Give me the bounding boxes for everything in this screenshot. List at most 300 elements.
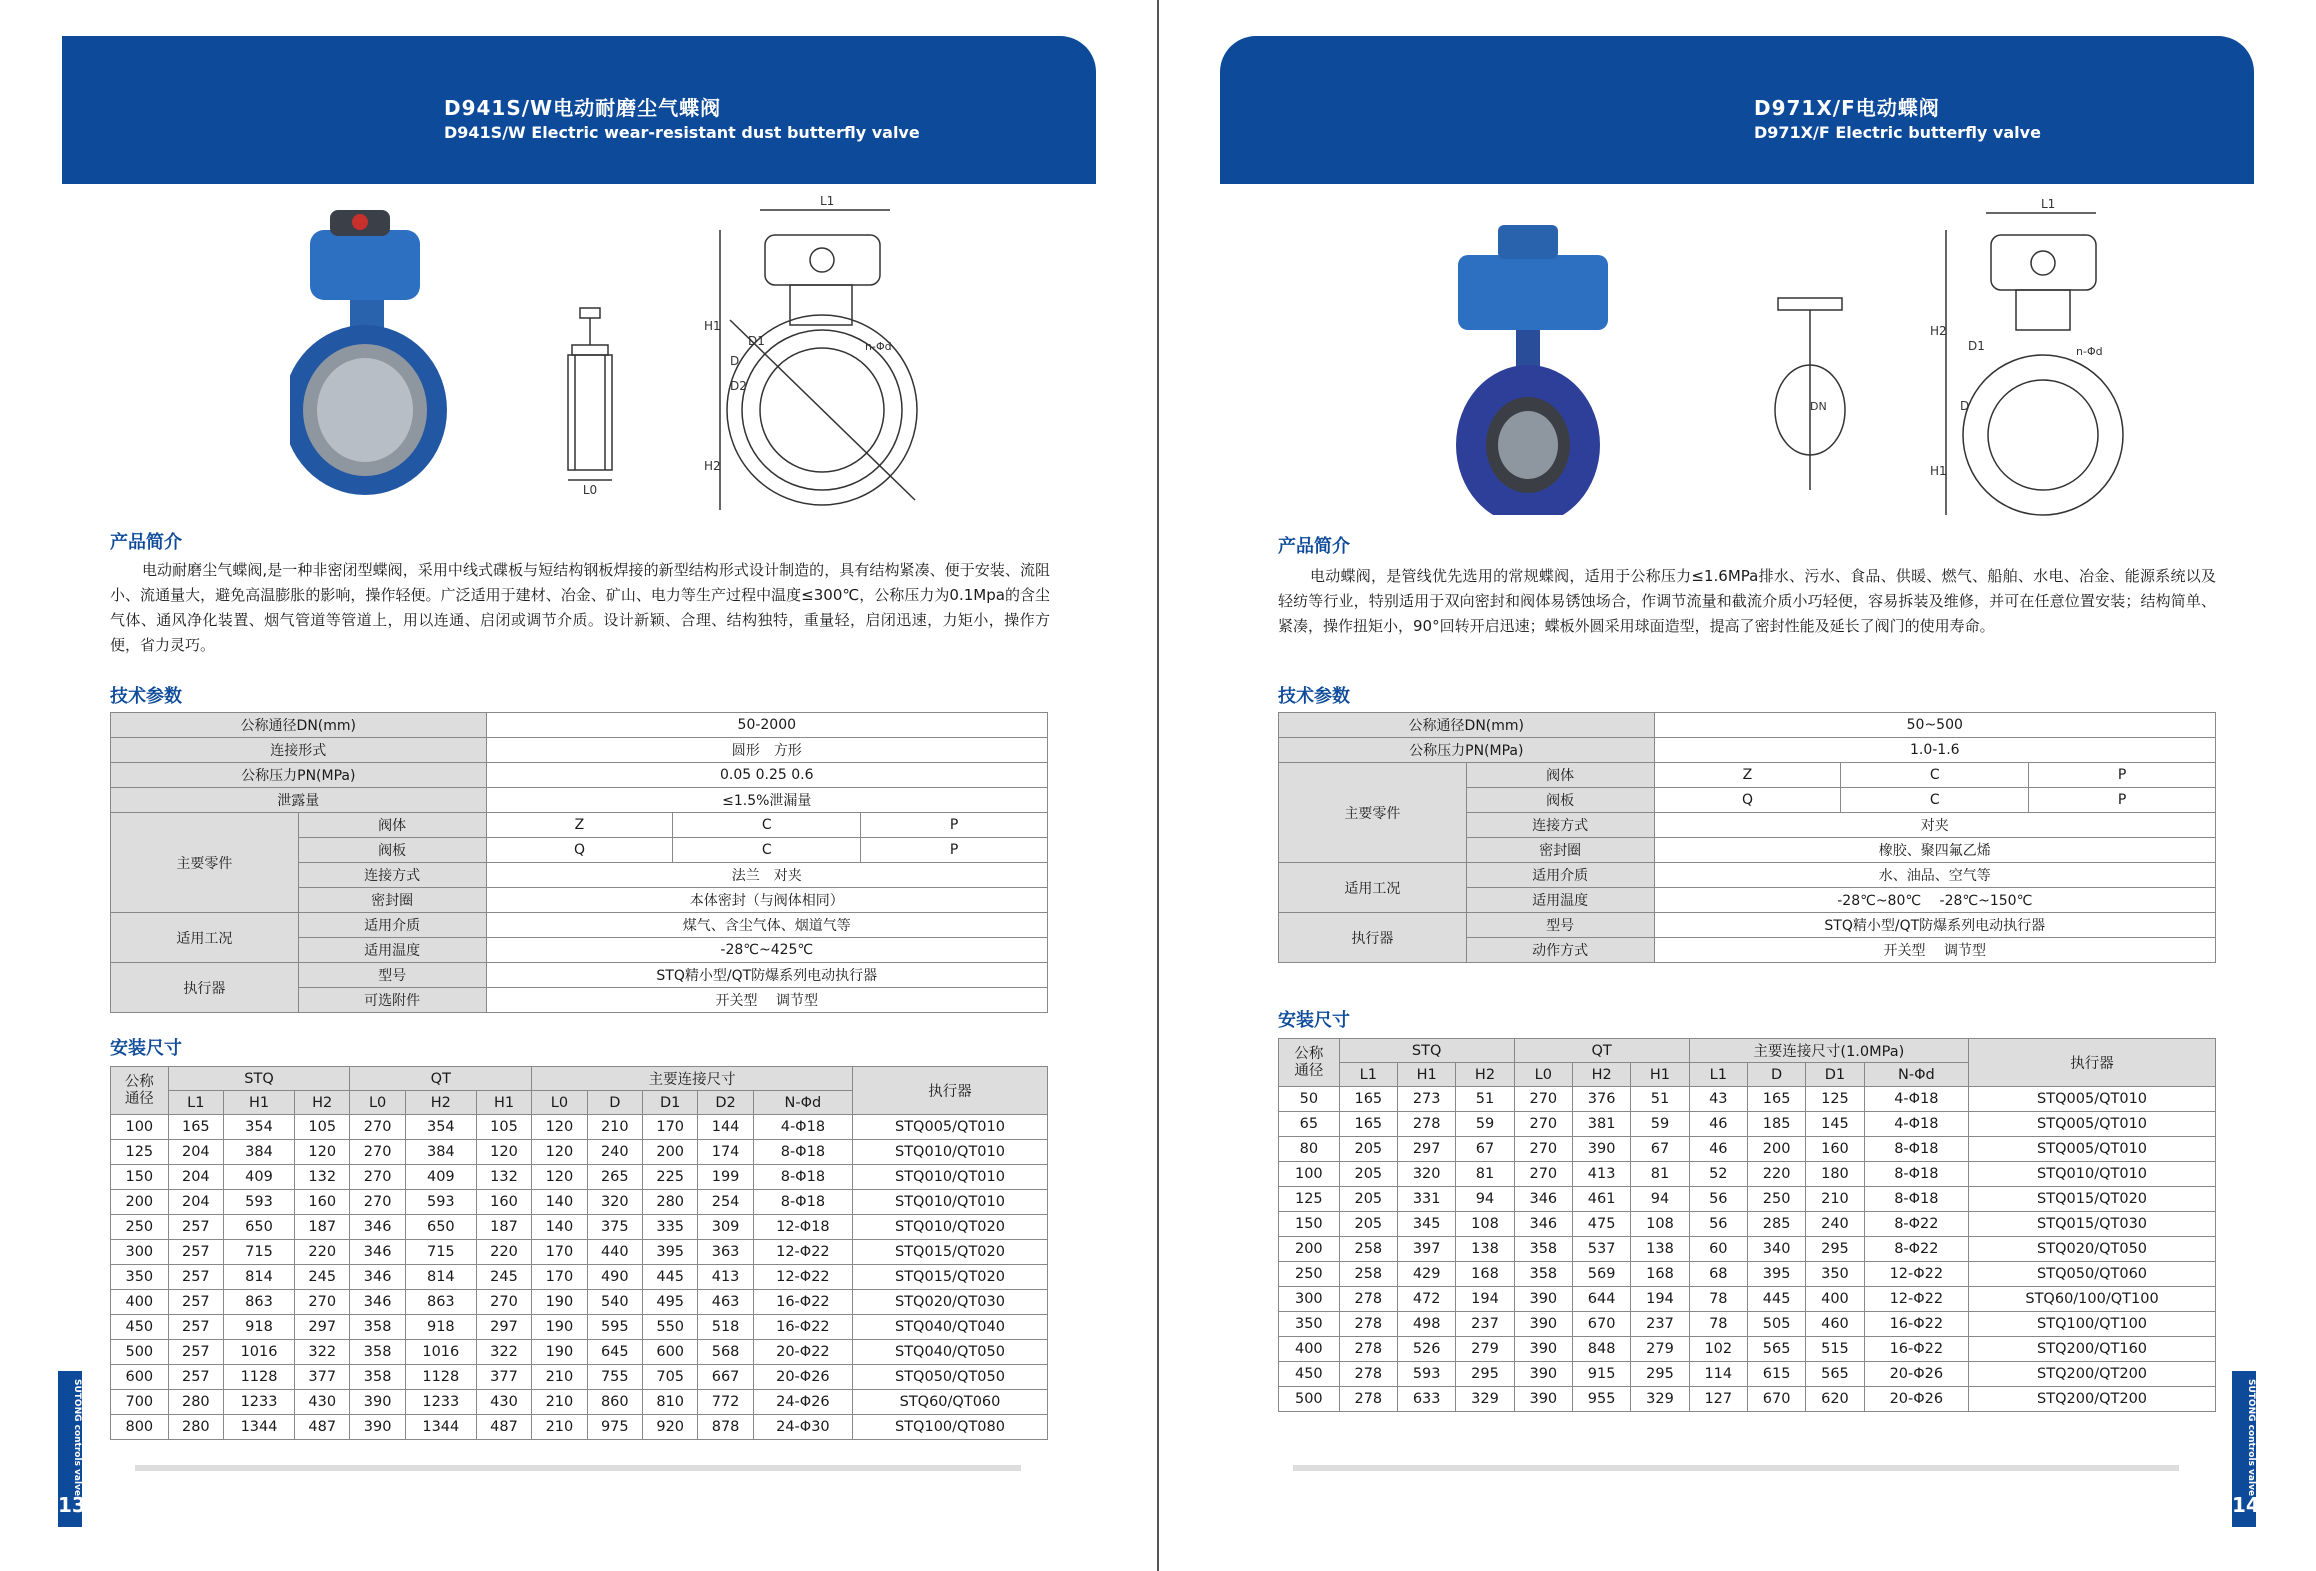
left-tab-brand: SUTONG controls valve: [72, 1379, 82, 1497]
table-cell: 257: [168, 1315, 223, 1340]
param-group-label: 主要零件: [111, 813, 299, 913]
table-cell: 24-Φ30: [753, 1415, 852, 1440]
table-cell: 358: [350, 1365, 405, 1390]
table-cell: 144: [698, 1115, 753, 1140]
table-cell: 8-Φ18: [1864, 1137, 1968, 1162]
param-label: 连接方式: [298, 863, 486, 888]
table-cell: 445: [643, 1265, 698, 1290]
table-cell: 515: [1806, 1337, 1864, 1362]
table-cell: 270: [350, 1115, 405, 1140]
right-label-nd: n-Φd: [2076, 345, 2103, 358]
dims-col-header: H2: [405, 1091, 476, 1115]
table-cell: 102: [1689, 1337, 1747, 1362]
table-cell: 50: [1279, 1087, 1340, 1112]
table-cell: 670: [1572, 1312, 1630, 1337]
table-cell: 490: [587, 1265, 642, 1290]
table-cell: 295: [1631, 1362, 1689, 1387]
table-cell: 81: [1631, 1162, 1689, 1187]
table-cell: 354: [224, 1115, 295, 1140]
table-cell: 8-Φ22: [1864, 1212, 1968, 1237]
table-cell: 413: [698, 1265, 753, 1290]
right-label-h2: H2: [1930, 324, 1947, 338]
table-cell: 633: [1398, 1387, 1456, 1412]
param-group-label: 主要零件: [1279, 763, 1467, 863]
table-cell: 395: [1747, 1262, 1805, 1287]
right-page: [1158, 0, 2316, 1571]
table-cell: 16-Φ22: [1864, 1337, 1968, 1362]
right-label-d: D: [1960, 399, 1970, 413]
param-label: 阀体: [1466, 763, 1654, 788]
table-cell: 1128: [405, 1365, 476, 1390]
table-cell: 400: [1279, 1337, 1340, 1362]
table-cell: 278: [1398, 1112, 1456, 1137]
table-cell: 270: [1514, 1112, 1572, 1137]
table-cell: 225: [643, 1165, 698, 1190]
table-cell: 270: [1514, 1162, 1572, 1187]
table-cell: 120: [532, 1165, 587, 1190]
table-cell: 537: [1572, 1237, 1630, 1262]
table-cell: STQ050/QT060: [1969, 1262, 2216, 1287]
table-cell: 258: [1339, 1237, 1397, 1262]
left-label-d: D: [730, 354, 740, 368]
table-cell: 331: [1398, 1187, 1456, 1212]
table-cell: 540: [587, 1290, 642, 1315]
table-cell: 565: [1806, 1362, 1864, 1387]
right-label-dn: DN: [1810, 400, 1827, 413]
dims-head-act: 执行器: [1969, 1039, 2216, 1087]
table-cell: 295: [1806, 1237, 1864, 1262]
left-label-nd: n-Φd: [865, 340, 892, 353]
table-row: [1279, 1187, 2216, 1212]
table-cell: STQ020/QT030: [853, 1290, 1048, 1315]
table-cell: 280: [643, 1190, 698, 1215]
left-label-d2: D2: [730, 379, 747, 393]
param-value: Z: [1654, 763, 1841, 788]
table-cell: 715: [405, 1240, 476, 1265]
right-page-tab: [2232, 1371, 2260, 1527]
table-cell: 800: [111, 1415, 169, 1440]
table-cell: 863: [405, 1290, 476, 1315]
table-cell: 377: [476, 1365, 531, 1390]
param-value: P: [2029, 788, 2216, 813]
table-cell: 918: [405, 1315, 476, 1340]
table-cell: 569: [1572, 1262, 1630, 1287]
table-cell: 1016: [405, 1340, 476, 1365]
table-cell: 160: [476, 1190, 531, 1215]
table-cell: 285: [1747, 1212, 1805, 1237]
table-cell: STQ005/QT010: [1969, 1112, 2216, 1137]
table-cell: 878: [698, 1415, 753, 1440]
table-cell: 270: [1514, 1087, 1572, 1112]
table-row: [1279, 1387, 2216, 1412]
table-cell: 8-Φ18: [753, 1165, 852, 1190]
table-cell: STQ010/QT010: [853, 1140, 1048, 1165]
param-value: 0.05 0.25 0.6: [486, 763, 1047, 788]
param-label: 阀体: [298, 813, 486, 838]
table-cell: 358: [1514, 1262, 1572, 1287]
param-group-label: 适用工况: [111, 913, 299, 963]
table-cell: 165: [1339, 1087, 1397, 1112]
param-value: 50~500: [1654, 713, 2215, 738]
table-cell: STQ010/QT010: [1969, 1162, 2216, 1187]
table-cell: 346: [1514, 1212, 1572, 1237]
table-cell: 245: [476, 1265, 531, 1290]
table-cell: 487: [295, 1415, 350, 1440]
table-cell: 772: [698, 1390, 753, 1415]
param-value: C: [673, 838, 861, 863]
table-cell: 165: [168, 1115, 223, 1140]
table-cell: 160: [1806, 1137, 1864, 1162]
table-cell: 463: [698, 1290, 753, 1315]
table-cell: 210: [587, 1115, 642, 1140]
table-cell: 125: [111, 1140, 169, 1165]
right-label-h1: H1: [1930, 464, 1947, 478]
table-cell: 94: [1631, 1187, 1689, 1212]
table-cell: 4-Φ18: [1864, 1112, 1968, 1137]
table-cell: 350: [1279, 1312, 1340, 1337]
param-value: Z: [486, 813, 673, 838]
table-cell: 220: [476, 1240, 531, 1265]
right-label-l1: L1: [2041, 197, 2056, 211]
table-cell: 125: [1279, 1187, 1340, 1212]
table-cell: 270: [476, 1290, 531, 1315]
table-cell: 814: [405, 1265, 476, 1290]
left-footer-line: [135, 1465, 1021, 1471]
table-cell: 8-Φ18: [1864, 1187, 1968, 1212]
left-label-h1: H1: [704, 319, 721, 333]
dims-head-main: 主要连接尺寸: [532, 1067, 853, 1091]
table-cell: 955: [1572, 1387, 1630, 1412]
table-cell: 280: [168, 1390, 223, 1415]
table-cell: 199: [698, 1165, 753, 1190]
table-cell: STQ040/QT050: [853, 1340, 1048, 1365]
param-value: Q: [486, 838, 673, 863]
table-cell: 100: [111, 1115, 169, 1140]
table-cell: 297: [476, 1315, 531, 1340]
dims-col-header: L1: [168, 1091, 223, 1115]
table-cell: 204: [168, 1190, 223, 1215]
table-cell: 237: [1631, 1312, 1689, 1337]
table-cell: 16-Φ22: [753, 1315, 852, 1340]
table-cell: 138: [1631, 1237, 1689, 1262]
table-cell: 138: [1456, 1237, 1514, 1262]
table-cell: 8-Φ18: [1864, 1162, 1968, 1187]
table-row: [1279, 1137, 2216, 1162]
dims-col-header: L0: [1514, 1063, 1572, 1087]
table-cell: 140: [532, 1215, 587, 1240]
param-value: 对夹: [1654, 813, 2215, 838]
dims-head-dn: 公称 通径: [111, 1067, 169, 1115]
table-cell: 67: [1456, 1137, 1514, 1162]
table-cell: 51: [1456, 1087, 1514, 1112]
param-value: P: [861, 838, 1048, 863]
param-value: 法兰 对夹: [486, 863, 1047, 888]
table-cell: 12-Φ22: [753, 1265, 852, 1290]
table-cell: 257: [168, 1215, 223, 1240]
table-cell: 487: [476, 1415, 531, 1440]
table-cell: 105: [295, 1115, 350, 1140]
right-intro-text: 电动蝶阀，是管线优先选用的常规蝶阀，适用于公称压力≤1.6MPa排水、污水、食品、供暖、燃气、船舶、水电、冶金、能源系统以及轻纺等行业，特别适用于双向密封和阀体易锈蚀场合，作调节流量和截流介质小巧轻便，容易拆装及维修，并可在任意位置安装；结构简单、紧凑，操作扭矩小，90°回转开启迅速；蝶板外圆采用球面造型，提高了密封性能及延长了阀门的使用寿命。: [1278, 567, 2216, 635]
table-cell: 429: [1398, 1262, 1456, 1287]
table-cell: 430: [295, 1390, 350, 1415]
param-value: STQ精小型/QT防爆系列电动执行器: [486, 963, 1047, 988]
table-cell: 278: [1339, 1387, 1397, 1412]
table-cell: 498: [1398, 1312, 1456, 1337]
table-cell: 445: [1747, 1287, 1805, 1312]
param-group-label: 执行器: [111, 963, 299, 1013]
table-cell: STQ200/QT200: [1969, 1362, 2216, 1387]
table-cell: 270: [1514, 1137, 1572, 1162]
table-cell: STQ015/QT020: [1969, 1187, 2216, 1212]
param-value: 1.0-1.6: [1654, 738, 2215, 763]
right-dims-heading: 安装尺寸: [1278, 1010, 1350, 1031]
table-cell: 168: [1456, 1262, 1514, 1287]
table-row: [1279, 1262, 2216, 1287]
table-cell: 1344: [224, 1415, 295, 1440]
table-cell: 120: [476, 1140, 531, 1165]
right-title-en: D971X/F Electric butterfly valve: [1754, 123, 2041, 142]
dims-col-header: D: [1747, 1063, 1805, 1087]
param-value: 本体密封（与阀体相同）: [486, 888, 1047, 913]
table-cell: 56: [1689, 1212, 1747, 1237]
left-intro-heading: 产品简介: [110, 532, 182, 553]
table-cell: STQ010/QT010: [853, 1165, 1048, 1190]
table-cell: 150: [1279, 1212, 1340, 1237]
table-cell: 400: [1806, 1287, 1864, 1312]
table-cell: 16-Φ22: [753, 1290, 852, 1315]
table-cell: 200: [111, 1190, 169, 1215]
left-page-tab: [58, 1371, 86, 1527]
table-row: [111, 1265, 1048, 1290]
dims-col-header: N-Φd: [1864, 1063, 1968, 1087]
table-cell: 187: [295, 1215, 350, 1240]
param-value: Q: [1654, 788, 1841, 813]
dims-col-header: L1: [1689, 1063, 1747, 1087]
table-cell: 384: [224, 1140, 295, 1165]
param-value: 开关型 调节型: [486, 988, 1047, 1013]
table-cell: 205: [1339, 1162, 1397, 1187]
dims-head-qt: QT: [350, 1067, 532, 1091]
param-value: 圆形 方形: [486, 738, 1047, 763]
table-cell: 320: [1398, 1162, 1456, 1187]
param-value: 煤气、含尘气体、烟道气等: [486, 913, 1047, 938]
dims-col-header: H1: [1398, 1063, 1456, 1087]
table-cell: 350: [1806, 1262, 1864, 1287]
param-value: 50-2000: [486, 713, 1047, 738]
table-cell: 132: [295, 1165, 350, 1190]
table-cell: 358: [350, 1315, 405, 1340]
table-cell: 200: [643, 1140, 698, 1165]
table-cell: 254: [698, 1190, 753, 1215]
table-cell: 358: [350, 1340, 405, 1365]
param-label: 可选附件: [298, 988, 486, 1013]
table-cell: 1128: [224, 1365, 295, 1390]
table-cell: 210: [532, 1365, 587, 1390]
table-cell: 358: [1514, 1237, 1572, 1262]
table-cell: 346: [350, 1215, 405, 1240]
table-cell: 600: [111, 1365, 169, 1390]
table-cell: 705: [643, 1365, 698, 1390]
right-dims-table: [1278, 1038, 2216, 1412]
param-label: 阀板: [298, 838, 486, 863]
table-cell: 279: [1456, 1337, 1514, 1362]
table-cell: 863: [224, 1290, 295, 1315]
table-cell: 20-Φ26: [1864, 1362, 1968, 1387]
dims-col-header: D1: [643, 1091, 698, 1115]
param-label: 公称压力PN(MPa): [111, 763, 487, 788]
table-cell: 205: [1339, 1137, 1397, 1162]
table-cell: STQ010/QT010: [853, 1190, 1048, 1215]
param-label: 适用温度: [298, 938, 486, 963]
table-cell: 1233: [405, 1390, 476, 1415]
dims-head-act: 执行器: [853, 1067, 1048, 1115]
dims-col-header: H2: [1456, 1063, 1514, 1087]
param-label: 公称通径DN(mm): [1279, 713, 1655, 738]
table-cell: STQ100/QT100: [1969, 1312, 2216, 1337]
table-cell: 120: [532, 1115, 587, 1140]
table-cell: 381: [1572, 1112, 1630, 1137]
table-cell: STQ60/100/QT100: [1969, 1287, 2216, 1312]
table-cell: 78: [1689, 1312, 1747, 1337]
table-cell: 700: [111, 1390, 169, 1415]
table-cell: 390: [1572, 1137, 1630, 1162]
param-value: P: [861, 813, 1048, 838]
right-label-d1: D1: [1968, 339, 1985, 353]
table-cell: 120: [532, 1140, 587, 1165]
table-cell: 568: [698, 1340, 753, 1365]
table-cell: 397: [1398, 1237, 1456, 1262]
table-cell: 65: [1279, 1112, 1340, 1137]
table-cell: 384: [405, 1140, 476, 1165]
table-cell: 127: [1689, 1387, 1747, 1412]
dims-head-dn: 公称 通径: [1279, 1039, 1340, 1087]
table-cell: 500: [111, 1340, 169, 1365]
table-cell: 526: [1398, 1337, 1456, 1362]
param-label: 适用介质: [298, 913, 486, 938]
dims-head-main: 主要连接尺寸(1.0MPa): [1689, 1039, 1968, 1063]
table-cell: 108: [1631, 1212, 1689, 1237]
table-cell: 495: [643, 1290, 698, 1315]
table-cell: 295: [1456, 1362, 1514, 1387]
param-label: 适用温度: [1466, 888, 1654, 913]
table-cell: 297: [295, 1315, 350, 1340]
table-cell: 56: [1689, 1187, 1747, 1212]
table-cell: 1344: [405, 1415, 476, 1440]
table-cell: 20-Φ22: [753, 1340, 852, 1365]
table-cell: 8-Φ22: [1864, 1237, 1968, 1262]
table-cell: 52: [1689, 1162, 1747, 1187]
table-cell: 68: [1689, 1262, 1747, 1287]
table-cell: 346: [1514, 1187, 1572, 1212]
table-cell: 390: [1514, 1287, 1572, 1312]
table-cell: STQ040/QT040: [853, 1315, 1048, 1340]
table-cell: 51: [1631, 1087, 1689, 1112]
table-cell: 409: [224, 1165, 295, 1190]
table-row: [111, 1240, 1048, 1265]
table-cell: 350: [111, 1265, 169, 1290]
table-cell: 270: [350, 1140, 405, 1165]
table-row: [111, 1115, 1048, 1140]
table-cell: 190: [532, 1290, 587, 1315]
table-cell: 644: [1572, 1287, 1630, 1312]
table-cell: 205: [1339, 1212, 1397, 1237]
table-cell: 12-Φ22: [1864, 1287, 1968, 1312]
table-cell: 43: [1689, 1087, 1747, 1112]
table-cell: 595: [587, 1315, 642, 1340]
table-cell: 329: [1456, 1387, 1514, 1412]
table-cell: 565: [1747, 1337, 1805, 1362]
table-cell: 715: [224, 1240, 295, 1265]
table-cell: 550: [643, 1315, 698, 1340]
left-page-number: 13: [58, 1493, 86, 1517]
table-row: [1279, 1212, 2216, 1237]
table-row: [1279, 1237, 2216, 1262]
table-row: [1279, 1312, 2216, 1337]
table-cell: 245: [295, 1265, 350, 1290]
table-cell: 461: [1572, 1187, 1630, 1212]
table-cell: 257: [168, 1240, 223, 1265]
table-cell: 174: [698, 1140, 753, 1165]
table-cell: 168: [1631, 1262, 1689, 1287]
table-cell: 615: [1747, 1362, 1805, 1387]
table-cell: 12-Φ18: [753, 1215, 852, 1240]
left-label-l1: L1: [820, 194, 835, 208]
table-cell: 8-Φ18: [753, 1140, 852, 1165]
table-cell: 200: [1279, 1237, 1340, 1262]
table-cell: 220: [295, 1240, 350, 1265]
table-row: [111, 1140, 1048, 1165]
table-cell: 46: [1689, 1112, 1747, 1137]
table-cell: 132: [476, 1165, 531, 1190]
table-cell: 210: [1806, 1187, 1864, 1212]
table-cell: 240: [1806, 1212, 1864, 1237]
table-cell: 78: [1689, 1287, 1747, 1312]
table-cell: 100: [1279, 1162, 1340, 1187]
dims-col-header: H2: [1572, 1063, 1630, 1087]
param-label: 连接方式: [1466, 813, 1654, 838]
table-cell: 204: [168, 1140, 223, 1165]
table-row: [1279, 1112, 2216, 1137]
table-cell: STQ015/QT030: [1969, 1212, 2216, 1237]
table-cell: 329: [1631, 1387, 1689, 1412]
table-row: [111, 1290, 1048, 1315]
table-cell: 140: [532, 1190, 587, 1215]
table-cell: 390: [1514, 1312, 1572, 1337]
table-cell: 210: [532, 1390, 587, 1415]
left-label-d1: D1: [748, 334, 765, 348]
table-cell: 920: [643, 1415, 698, 1440]
table-cell: 4-Φ18: [1864, 1087, 1968, 1112]
table-cell: 187: [476, 1215, 531, 1240]
table-cell: 390: [350, 1390, 405, 1415]
table-cell: STQ020/QT050: [1969, 1237, 2216, 1262]
table-row: [111, 1415, 1048, 1440]
table-cell: STQ015/QT020: [853, 1240, 1048, 1265]
right-title-banner: [1220, 36, 2254, 184]
param-value: C: [1841, 763, 2029, 788]
table-cell: 194: [1631, 1287, 1689, 1312]
param-label: 阀板: [1466, 788, 1654, 813]
table-row: [1279, 1287, 2216, 1312]
table-cell: 505: [1747, 1312, 1805, 1337]
table-cell: 300: [111, 1240, 169, 1265]
table-cell: 16-Φ22: [1864, 1312, 1968, 1337]
table-cell: STQ015/QT020: [853, 1265, 1048, 1290]
table-cell: 270: [350, 1165, 405, 1190]
table-cell: 667: [698, 1365, 753, 1390]
param-value: C: [673, 813, 861, 838]
table-cell: 194: [1456, 1287, 1514, 1312]
